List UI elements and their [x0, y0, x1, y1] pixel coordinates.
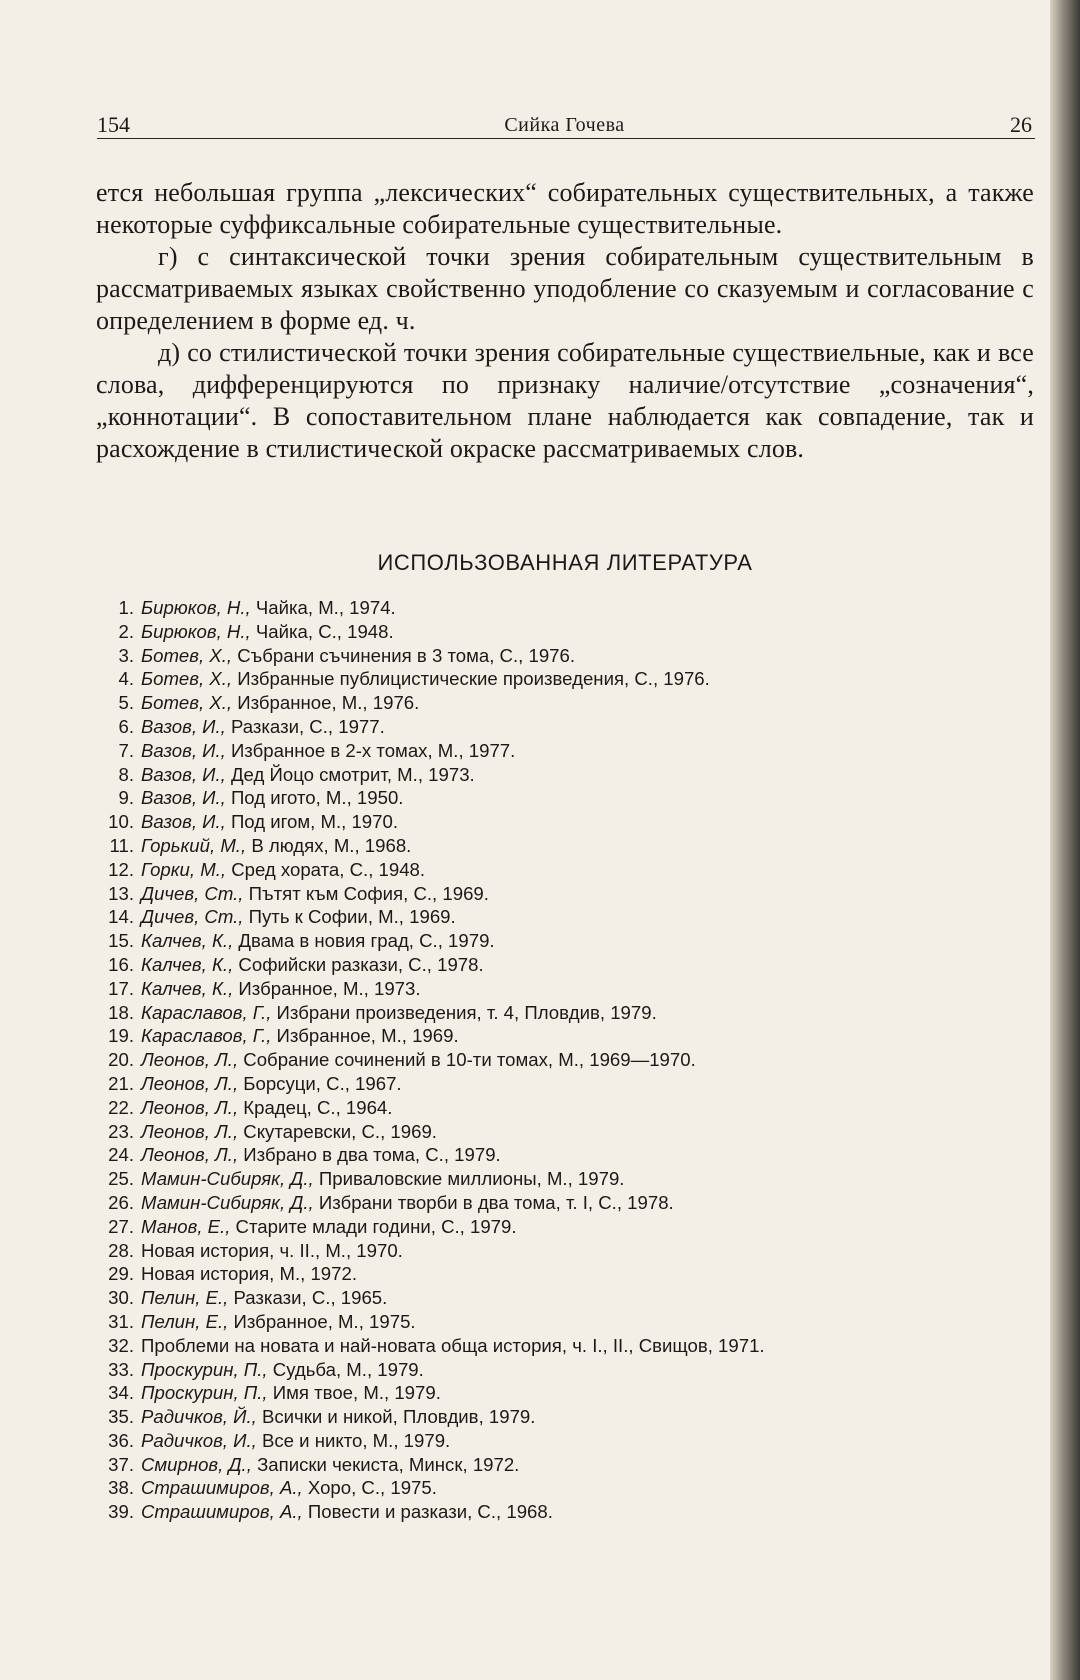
reference-author: Бирюков, Н., — [141, 620, 251, 642]
reference-number: 39. — [108, 1501, 134, 1523]
reference-number: 24. — [108, 1144, 134, 1166]
reference-number: 7. — [118, 739, 134, 761]
reference-number: 37. — [108, 1453, 134, 1475]
reference-text: Избрано в два тома, С., 1979. — [238, 1144, 501, 1166]
reference-author: Леонов, Л., — [141, 1144, 239, 1166]
issue-number: 26 — [1010, 112, 1032, 137]
reference-item — [96, 1358, 1046, 1382]
reference-item — [96, 1024, 1046, 1048]
reference-number: 34. — [108, 1382, 134, 1404]
paragraph-continuation: ется небольшая группа „лексических“ собирательных существительных, а также некоторые суффиксальные собирательные существительные. — [96, 178, 1034, 239]
reference-text: Записки чекиста, Минск, 1972. — [251, 1453, 520, 1475]
reference-text: Разкази, С., 1965. — [228, 1287, 388, 1309]
reference-number: 23. — [108, 1120, 134, 1142]
reference-text: Пътят към София, С., 1969. — [243, 882, 489, 904]
reference-author: Горький, М., — [141, 834, 247, 856]
reference-number: 32. — [108, 1334, 134, 1356]
reference-author: Радичков, И., — [141, 1429, 257, 1451]
reference-number: 33. — [108, 1358, 134, 1380]
page-number: 154 — [97, 112, 130, 137]
reference-item — [96, 1286, 1046, 1310]
reference-author: Пелин, Е., — [141, 1310, 229, 1332]
reference-number: 14. — [108, 906, 134, 928]
reference-item — [96, 1405, 1046, 1429]
reference-author: Дичев, Ст., — [141, 906, 244, 928]
reference-author: Калчев, К., — [141, 953, 234, 975]
reference-text: В людях, М., 1968. — [246, 834, 412, 856]
reference-number: 12. — [108, 858, 134, 880]
reference-item — [96, 858, 1046, 882]
reference-number: 6. — [118, 715, 134, 737]
reference-item — [96, 1143, 1046, 1167]
reference-number: 38. — [108, 1477, 134, 1499]
reference-text: Избранное в 2-х томах, М., 1977. — [225, 739, 516, 761]
header-rule — [97, 138, 1035, 139]
reference-item — [96, 1500, 1046, 1524]
reference-text: Собрание сочинений в 10-ти томах, М., 1969—1970. — [238, 1049, 696, 1071]
reference-author: Смирнов, Д., — [141, 1453, 252, 1475]
references-list — [96, 596, 1046, 1524]
reference-item — [96, 1120, 1046, 1144]
reference-item — [96, 905, 1046, 929]
reference-number: 18. — [108, 1001, 134, 1023]
reference-number: 2. — [118, 620, 134, 642]
reference-item — [96, 929, 1046, 953]
reference-number: 19. — [108, 1025, 134, 1047]
reference-item — [96, 1191, 1046, 1215]
reference-author: Калчев, К., — [141, 977, 234, 999]
reference-item — [96, 1429, 1046, 1453]
reference-number: 11. — [109, 834, 134, 856]
paragraph-g: г) с синтаксической точки зрения собирательным существительным в рассматриваемых языках свойственно уподобление со сказуемым и согласование с определением в форме ед. ч. — [96, 242, 1034, 335]
reference-item — [96, 882, 1046, 906]
reference-number: 15. — [108, 930, 134, 952]
reference-item — [96, 1476, 1046, 1500]
reference-item — [96, 1334, 1046, 1358]
reference-author: Вазов, И., — [141, 811, 226, 833]
reference-text: Софийски разкази, С., 1978. — [233, 953, 484, 975]
reference-author: Леонов, Л., — [141, 1072, 239, 1094]
reference-text: Избранное, М., 1975. — [228, 1310, 416, 1332]
reference-text: Хоро, С., 1975. — [302, 1477, 437, 1499]
reference-item — [96, 763, 1046, 787]
reference-item — [96, 596, 1046, 620]
reference-author: Караславов, Г., — [141, 1025, 272, 1047]
reference-author: Горки, М., — [141, 858, 227, 880]
reference-number: 30. — [108, 1287, 134, 1309]
reference-author: Караславов, Г., — [141, 1001, 272, 1023]
reference-item — [96, 620, 1046, 644]
reference-text: Новая история, ч. II., М., 1970. — [141, 1239, 403, 1261]
running-header — [97, 108, 1032, 142]
reference-number: 10. — [108, 811, 134, 833]
reference-text: Путь к Софии, М., 1969. — [243, 906, 456, 928]
reference-item — [96, 1096, 1046, 1120]
reference-item — [96, 1453, 1046, 1477]
reference-text: Старите млади години, С., 1979. — [230, 1215, 517, 1237]
reference-author: Манов, Е., — [141, 1215, 231, 1237]
reference-author: Ботев, Х., — [141, 644, 233, 666]
reference-author: Ботев, Х., — [141, 668, 233, 690]
reference-author: Калчев, К., — [141, 930, 234, 952]
body-text — [96, 177, 1034, 465]
reference-number: 25. — [108, 1168, 134, 1190]
reference-number: 9. — [118, 787, 134, 809]
reference-number: 3. — [118, 644, 134, 666]
reference-item — [96, 1048, 1046, 1072]
reference-text: Судьба, М., 1979. — [267, 1358, 424, 1380]
reference-number: 1. — [118, 597, 134, 618]
reference-text: Дед Йоцо смотрит, М., 1973. — [225, 763, 475, 785]
reference-number: 16. — [108, 953, 134, 975]
reference-number: 29. — [108, 1263, 134, 1285]
reference-number: 28. — [108, 1239, 134, 1261]
reference-item — [96, 1001, 1046, 1025]
reference-number: 13. — [108, 882, 134, 904]
reference-number: 26. — [108, 1191, 134, 1213]
reference-item — [96, 834, 1046, 858]
reference-text: Избранные публицистические произведения, С., 1976. — [232, 668, 710, 690]
reference-author: Вазов, И., — [141, 715, 226, 737]
reference-author: Вазов, И., — [141, 739, 226, 761]
reference-item — [96, 953, 1046, 977]
reference-author: Страшимиров, А., — [141, 1477, 303, 1499]
reference-item — [96, 1381, 1046, 1405]
reference-author: Вазов, И., — [141, 763, 226, 785]
reference-author: Леонов, Л., — [141, 1049, 239, 1071]
reference-text: Чайка, С., 1948. — [250, 620, 394, 642]
reference-number: 27. — [108, 1215, 134, 1237]
reference-item — [96, 977, 1046, 1001]
reference-item — [96, 715, 1046, 739]
reference-text: Избранное, М., 1969. — [271, 1025, 459, 1047]
reference-author: Леонов, Л., — [141, 1096, 239, 1118]
reference-number: 21. — [108, 1072, 134, 1094]
reference-text: Крадец, С., 1964. — [238, 1096, 393, 1118]
reference-author: Ботев, Х., — [141, 692, 233, 714]
reference-author: Леонов, Л., — [141, 1120, 239, 1142]
reference-text: Всички и никой, Пловдив, 1979. — [256, 1406, 536, 1428]
reference-author: Бирюков, Н., — [141, 597, 251, 618]
reference-text: Избрани творби в два тома, т. I, С., 1978. — [313, 1191, 674, 1213]
reference-item — [96, 1310, 1046, 1334]
reference-text: Избрани произведения, т. 4, Пловдив, 1979. — [271, 1001, 657, 1023]
page-edge-shadow — [1050, 0, 1080, 1680]
reference-number: 8. — [118, 763, 134, 785]
reference-number: 20. — [108, 1049, 134, 1071]
reference-number: 4. — [118, 668, 134, 690]
reference-item — [96, 691, 1046, 715]
reference-text: Разкази, С., 1977. — [225, 715, 385, 737]
reference-text: Повести и разкази, С., 1968. — [302, 1501, 553, 1523]
reference-text: Проблеми на новата и най-новата обща история, ч. I., II., Свищов, 1971. — [141, 1334, 765, 1356]
reference-author: Дичев, Ст., — [141, 882, 244, 904]
reference-author: Радичков, Й., — [141, 1406, 257, 1428]
reference-number: 36. — [108, 1429, 134, 1451]
reference-author: Мамин-Сибиряк, Д., — [141, 1191, 314, 1213]
reference-author: Вазов, И., — [141, 787, 226, 809]
reference-text: Избранное, М., 1976. — [232, 692, 420, 714]
references-title: ИСПОЛЬЗОВАННАЯ ЛИТЕРАТУРА — [377, 550, 753, 575]
reference-number: 5. — [118, 692, 134, 714]
reference-text: Избранное, М., 1973. — [233, 977, 421, 999]
reference-number: 35. — [108, 1406, 134, 1428]
reference-text: Двама в новия град, С., 1979. — [233, 930, 495, 952]
reference-item — [96, 1215, 1046, 1239]
reference-text: Борсуци, С., 1967. — [238, 1072, 402, 1094]
reference-text: Под игом, М., 1970. — [225, 811, 398, 833]
reference-text: Имя твое, М., 1979. — [267, 1382, 441, 1404]
reference-number: 17. — [108, 977, 134, 999]
reference-number: 31. — [108, 1310, 134, 1332]
reference-text: Под игото, М., 1950. — [225, 787, 404, 809]
reference-item — [96, 1239, 1046, 1263]
reference-item — [96, 1262, 1046, 1286]
reference-author: Страшимиров, А., — [141, 1501, 303, 1523]
reference-item — [96, 739, 1046, 763]
reference-author: Проскурин, П., — [141, 1382, 268, 1404]
reference-item — [96, 1072, 1046, 1096]
reference-author: Проскурин, П., — [141, 1358, 268, 1380]
reference-item — [96, 644, 1046, 668]
reference-text: Чайка, М., 1974. — [250, 597, 396, 618]
reference-author: Мамин-Сибиряк, Д., — [141, 1168, 314, 1190]
reference-text: Все и никто, М., 1979. — [256, 1429, 451, 1451]
reference-number: 22. — [108, 1096, 134, 1118]
reference-text: Скутаревски, С., 1969. — [238, 1120, 437, 1142]
reference-author: Пелин, Е., — [141, 1287, 229, 1309]
reference-text: Събрани съчинения в 3 тома, С., 1976. — [232, 644, 576, 666]
reference-item — [96, 1167, 1046, 1191]
running-head-author: Сийка Гочева — [504, 114, 625, 136]
reference-item — [96, 667, 1046, 691]
reference-item — [96, 810, 1046, 834]
reference-text: Сред хората, С., 1948. — [226, 858, 426, 880]
reference-text: Приваловские миллионы, М., 1979. — [313, 1168, 625, 1190]
paragraph-d: д) со стилистической точки зрения собирательные существиельные, как и все слова, дифференцируются по признаку наличие/отсутствие „созначения“, „коннотации“. В сопоставительном плане наблюдается как совпадение, так и расхождение в стилистической окраске рассматриваемых слов. — [96, 338, 1034, 463]
reference-item — [96, 786, 1046, 810]
reference-text: Новая история, М., 1972. — [141, 1263, 357, 1285]
